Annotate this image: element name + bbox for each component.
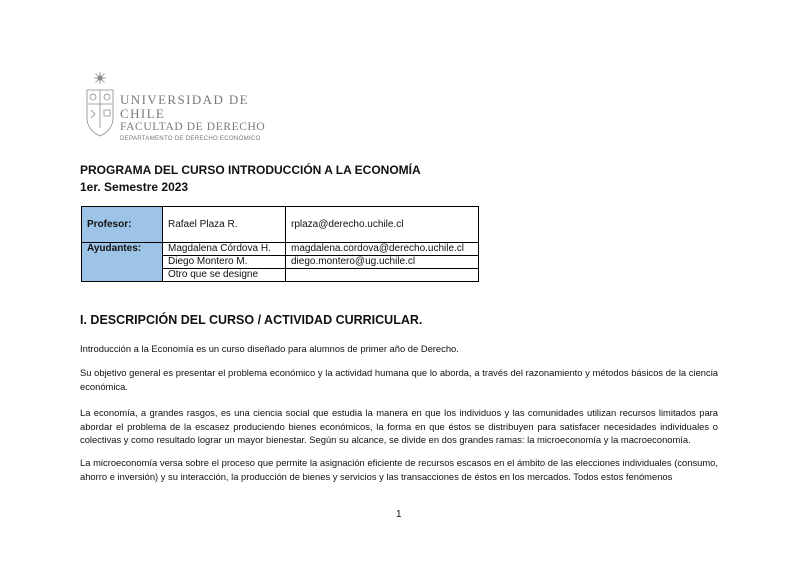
assistant-name: Otro que se designe [163, 269, 286, 282]
assistants-label: Ayudantes: [82, 243, 163, 282]
program-semester: 1er. Semestre 2023 [80, 180, 189, 194]
professor-email: rplaza@derecho.uchile.cl [286, 207, 479, 243]
table-row [82, 207, 479, 243]
university-logo [82, 70, 282, 140]
paragraph: La economía, a grandes rasgos, es una ciencia social que estudia la manera en que los individuos y las comunidades utilizan recursos limitados para abordar el problema de la escasez produciendo bienes económicos, la forma en que éstos se distribuyen para satisfacer necesidades individuales o colectivas y como resultado lograr un mayor bienestar. Según su alcance, se divide en dos grandes ramas: la microeconomía y la macroeconomía. [80, 407, 718, 445]
paragraph: La microeconomía versa sobre el proceso que permite la asignación eficiente de recursos escasos en el ámbito de las elecciones individuales (consumo, ahorro e inversión) y su interacción, la producción de bienes y servicios y las transacciones de éstos en los mercados. Todos estos fenómenos [80, 457, 718, 482]
professor-name: Rafael Plaza R. [163, 207, 286, 243]
university-crest-icon [82, 70, 118, 138]
assistant-name: Magdalena Córdova H. [163, 243, 286, 256]
paragraph: Su objetivo general es presentar el problema económico y la actividad humana que lo aborda, a través del razonamiento y métodos básicos de la ciencia económica. [80, 367, 718, 392]
faculty-name: FACULTAD DE DERECHO [120, 121, 266, 133]
assistant-email: diego.montero@ug.uchile.cl [286, 256, 479, 269]
paragraph: Introducción a la Economía es un curso diseñado para alumnos de primer año de Derecho. [80, 343, 459, 354]
assistant-email [286, 269, 479, 282]
program-title: PROGRAMA DEL CURSO INTRODUCCIÓN A LA ECONOMÍA [80, 163, 421, 177]
page-number: 1 [396, 509, 402, 520]
assistant-name: Diego Montero M. [163, 256, 286, 269]
section-heading: I. DESCRIPCIÓN DEL CURSO / ACTIVIDAD CURRICULAR. [80, 313, 423, 327]
staff-table [81, 206, 479, 282]
department-name: DEPARTAMENTO DE DERECHO ECONÓMICO [120, 135, 261, 142]
table-row [82, 243, 479, 256]
university-name: UNIVERSIDAD DE CHILE [120, 92, 250, 121]
professor-label: Profesor: [82, 207, 163, 243]
assistant-email: magdalena.cordova@derecho.uchile.cl [286, 243, 479, 256]
